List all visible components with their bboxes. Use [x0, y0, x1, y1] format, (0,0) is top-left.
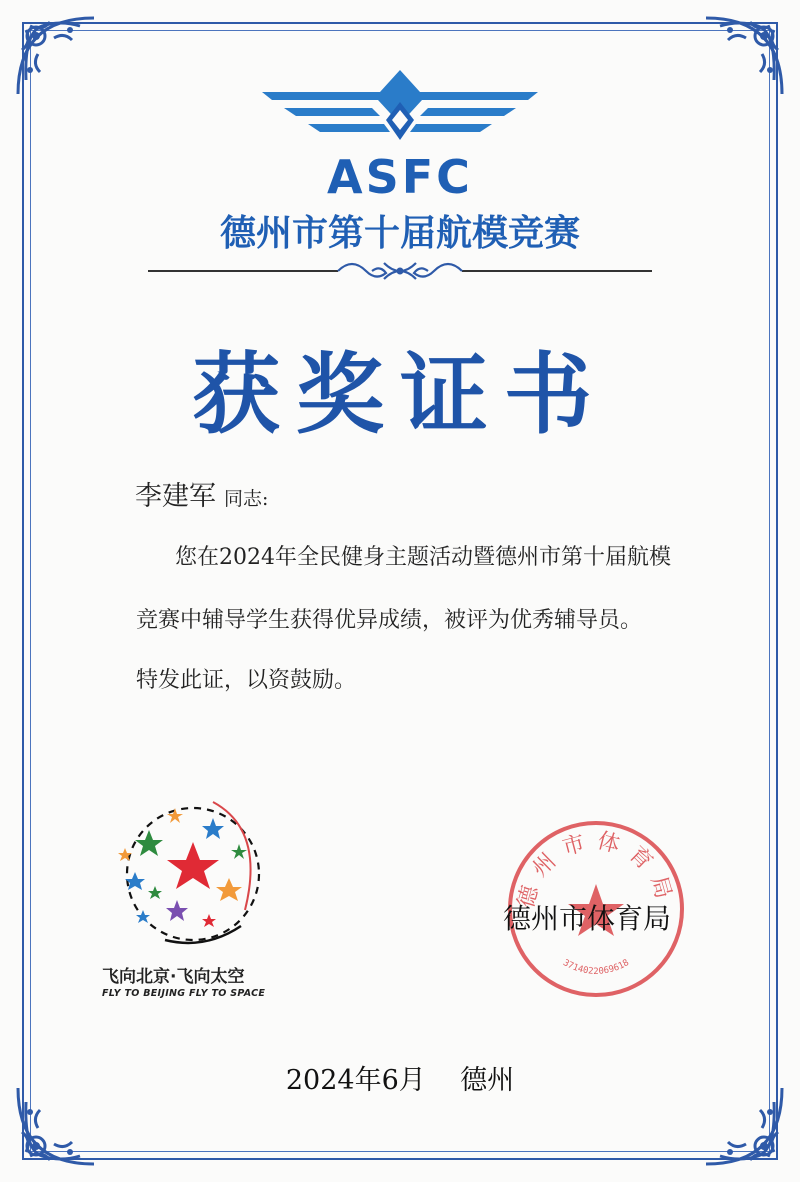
issue-date-place: 2024年6月 德州 [285, 1065, 515, 1096]
recipient-suffix: 同志: [224, 488, 269, 510]
star-globe-icon [105, 790, 285, 950]
recipient-line [135, 474, 268, 513]
ornamental-divider [148, 255, 652, 287]
certificate-title: 获奖证书 [191, 343, 608, 446]
event-name: 德州市第十届航模竞赛 [219, 213, 580, 254]
body-text-line: 您在2024年全民健身主题活动暨德州市第十届航模 [175, 545, 671, 570]
issuer-name: 德州市体育局 [503, 902, 672, 935]
corner-ornament-icon [10, 10, 102, 102]
slogan-english: FLY TO BEIJING FLY TO SPACE [102, 988, 266, 999]
body-text-line: 竞赛中辅导学生获得优异成绩，被评为优秀辅导员。 [136, 608, 643, 633]
body-text-line: 特发此证，以资鼓励。 [136, 668, 357, 693]
corner-ornament-icon [698, 10, 790, 102]
svg-text:3714022069618: 3714022069618 [561, 958, 631, 977]
slogan-chinese: 飞向北京·飞向太空 [102, 967, 245, 987]
org-abbreviation: ASFC [327, 150, 473, 204]
svg-text:德州市体育局: 德州市体育局 [513, 828, 679, 912]
asfc-wings-icon [262, 62, 538, 157]
recipient-name: 李建军 [135, 481, 216, 512]
